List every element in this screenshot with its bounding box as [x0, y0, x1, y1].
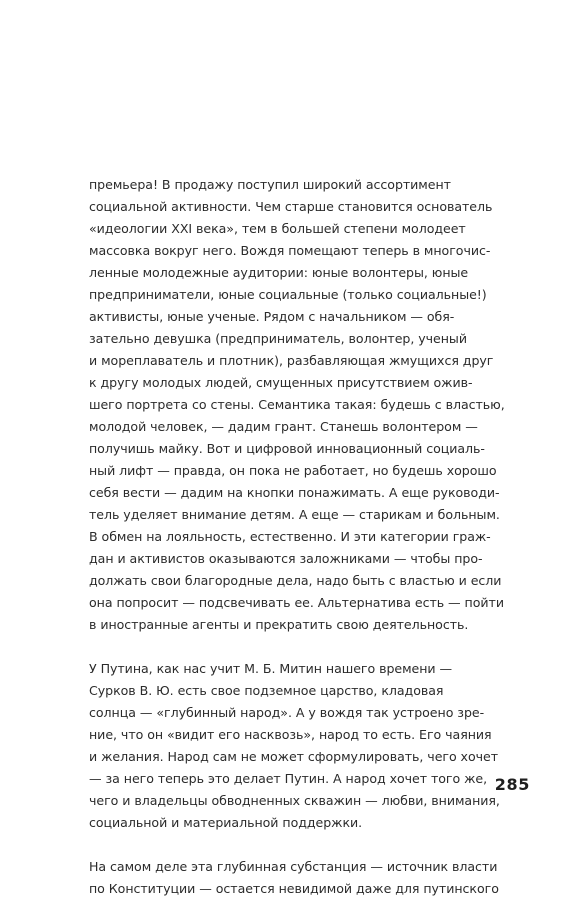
text-line: чего и владельцы обводненных скважин — любви, внимания,	[89, 793, 500, 808]
text-line: Сурков В. Ю. есть свое подземное царство, кладовая	[89, 683, 444, 698]
text-line: У Путина, как нас учит М. Б. Митин нашего времени —	[89, 661, 453, 676]
page-number: 285	[494, 775, 530, 794]
paragraph-2	[89, 658, 509, 834]
paragraph-3	[89, 856, 509, 900]
paragraph-spacer	[89, 636, 509, 658]
text-line: социальной и материальной поддержки.	[89, 815, 363, 830]
paragraph-spacer	[89, 834, 509, 856]
text-line: в иностранные агенты и прекратить свою деятельность.	[89, 617, 469, 632]
text-line: шего портрета со стены. Семантика такая: будешь с властью,	[89, 397, 505, 412]
text-line: себя вести — дадим на кнопки понажимать. А еще руководи-	[89, 485, 500, 500]
text-line: социальной активности. Чем старше становится основатель	[89, 199, 493, 214]
text-line: На самом деле эта глубинная субстанция — источник власти	[89, 859, 498, 874]
text-line: зательно девушка (предприниматель, волонтер, ученый	[89, 331, 467, 346]
text-line: «идеологии XXI века», тем в большей степени молодеет	[89, 221, 466, 236]
text-line: по Конституции — остается невидимой даже для путинского	[89, 881, 499, 896]
text-line: премьера! В продажу поступил широкий ассортимент	[89, 177, 451, 192]
text-line: молодой человек, — дадим грант. Станешь волонтером —	[89, 419, 478, 434]
text-line: ние, что он «видит его насквозь», народ то есть. Его чаяния	[89, 727, 492, 742]
text-line: предприниматели, юные социальные (только социальные!)	[89, 287, 487, 302]
text-line: тель уделяет внимание детям. А еще — старикам и больным.	[89, 507, 500, 522]
text-line: получишь майку. Вот и цифровой инновационный социаль-	[89, 441, 485, 456]
text-line: солнца — «глубинный народ». А у вождя так устроено зре-	[89, 705, 485, 720]
text-line: к другу молодых людей, смущенных присутствием ожив-	[89, 375, 473, 390]
text-line: и желания. Народ сам не может сформулировать, чего хочет	[89, 749, 498, 764]
text-line: активисты, юные ученые. Рядом с начальником — обя-	[89, 309, 455, 324]
text-line: В обмен на лояльность, естественно. И эти категории граж-	[89, 529, 491, 544]
text-line: она попросит — подсвечивать ее. Альтернатива есть — пойти	[89, 595, 504, 610]
text-line: — за него теперь это делает Путин. А народ хочет того же,	[89, 771, 488, 786]
text-line: и мореплаватель и плотник), разбавляющая жмущихся друг	[89, 353, 494, 368]
paragraph-1	[89, 174, 509, 636]
body-text	[89, 174, 509, 900]
text-line: массовка вокруг него. Вождя помещают теперь в многочис-	[89, 243, 491, 258]
text-line: ленные молодежные аудитории: юные волонтеры, юные	[89, 265, 469, 280]
text-line: дан и активистов оказываются заложниками — чтобы про-	[89, 551, 483, 566]
text-line: должать свои благородные дела, надо быть с властью и если	[89, 573, 502, 588]
text-line: ный лифт — правда, он пока не работает, но будешь хорошо	[89, 463, 497, 478]
